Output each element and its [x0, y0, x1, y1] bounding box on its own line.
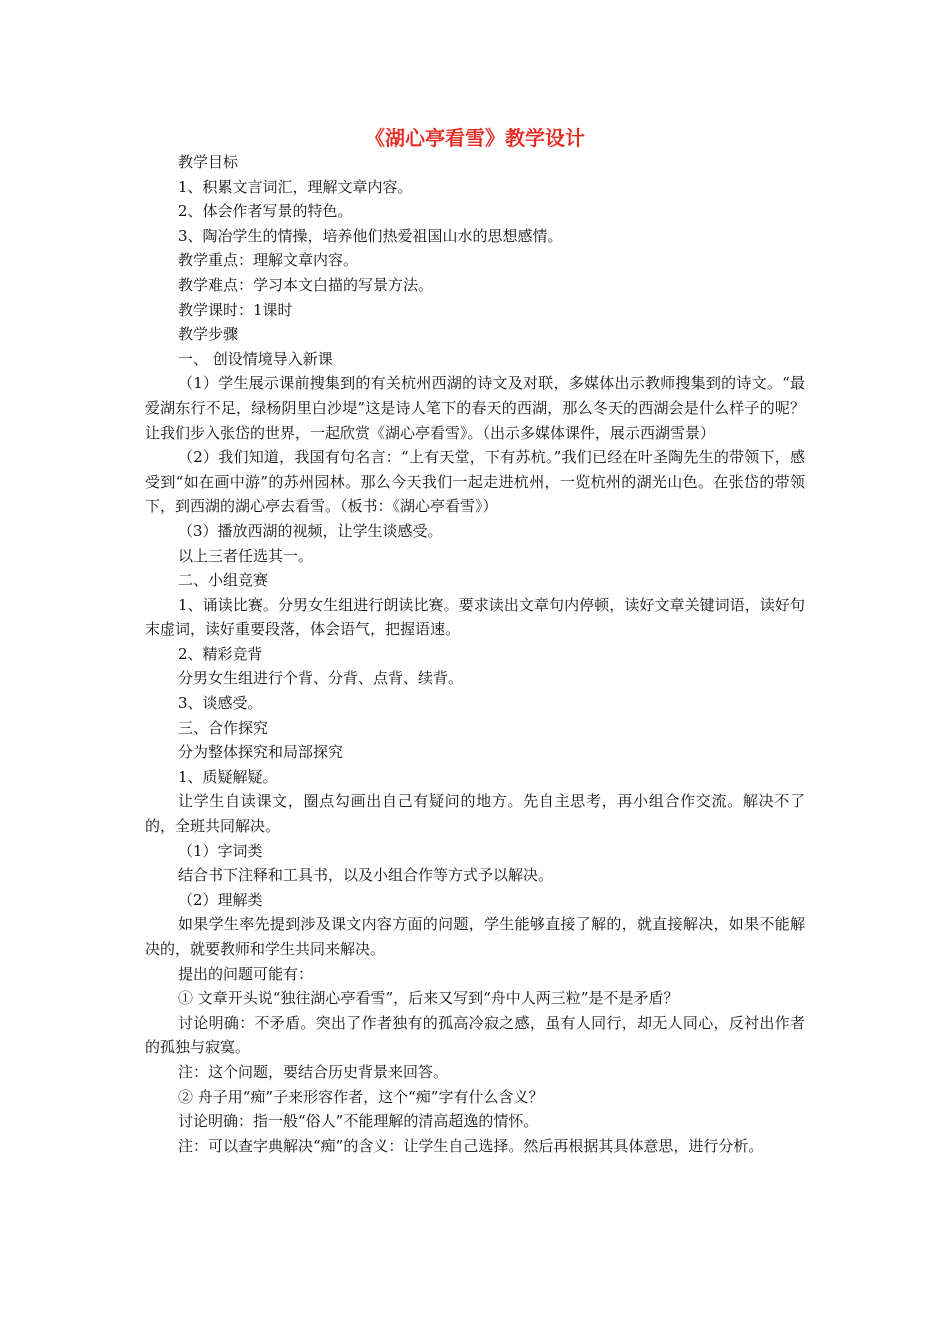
paragraph: 一、 创设情境导入新课: [178, 349, 333, 368]
paragraph: （1）学生展示课前搜集到的有关杭州西湖的诗文及对联，多媒体出示教师搜集到的诗文。“最爱湖东行不足，绿杨阴里白沙堤”这是诗人笔下的春天的西湖，那么冬天的西湖会是什么样子的呢？让我们步入张岱的世界，一起欣赏《湖心亭看雪》。（出示多媒体课件，展示西湖雪景）: [145, 374, 805, 442]
paragraph: 教学难点：学习本文白描的写景方法。: [178, 275, 434, 294]
paragraph: 1、质疑解疑。: [178, 767, 278, 786]
paragraph: 教学重点：理解文章内容。: [178, 251, 359, 270]
paragraph: 2、精彩竞背: [178, 644, 263, 663]
paragraph: （1）字词类: [178, 841, 263, 860]
paragraph: 教学目标: [178, 153, 239, 171]
document-title: 《湖心亭看雪》教学设计: [365, 126, 585, 150]
paragraph: 3、谈感受。: [178, 694, 263, 713]
paragraph: 1、积累文言词汇，理解文章内容。: [178, 177, 413, 196]
paragraph: （2）我们知道，我国有句名言：“上有天堂，下有苏杭。”我们已经在叶圣陶先生的带领下，感受到“如在画中游”的苏州园林。那么今天我们一起走进杭州，一览杭州的湖光山色。在张岱的带领下，到西湖的湖心亭去看雪。（板书：《湖心亭看雪》）: [145, 448, 805, 516]
paragraph: 分男女生组进行个背、分背、点背、续背。: [178, 669, 464, 688]
paragraph: ① 文章开头说“独往湖心亭看雪”，后来又写到“舟中人两三粒”是不是矛盾？: [178, 989, 679, 1008]
paragraph: 结合书下注释和工具书，以及小组合作等方式予以解决。: [178, 866, 554, 885]
paragraph: 讨论明确：不矛盾。突出了作者独有的孤高冷寂之感，虽有人同行，却无人同心，反衬出作者的孤独与寂寞。: [145, 1013, 805, 1057]
paragraph: 教学步骤: [178, 325, 239, 344]
paragraph: （3）播放西湖的视频，让学生谈感受。: [178, 521, 443, 540]
paragraph: 三、合作探究: [178, 718, 269, 737]
paragraph: 讨论明确：指一般“俗人”不能理解的清高超逸的情怀。: [178, 1112, 539, 1131]
paragraph: 提出的问题可能有：: [178, 964, 314, 983]
paragraph: 二、小组竞赛: [178, 571, 269, 590]
paragraph: 1、诵读比赛。分男女生组进行朗读比赛。要求读出文章句内停顿，读好文章关键词语，读好句末虚词，读好重要段落，体会语气，把握语速。: [145, 595, 805, 639]
document-body: [145, 150, 805, 1158]
paragraph: 3、陶冶学生的情操，培养他们热爱祖国山水的思想感情。: [178, 226, 563, 245]
paragraph: ② 舟子用“痴”子来形容作者，这个“痴”字有什么含义？: [178, 1087, 544, 1106]
paragraph: （2）理解类: [178, 890, 263, 909]
paragraph: 以上三者任选其一。: [178, 546, 314, 565]
paragraph: 让学生自读课文，圈点勾画出自己有疑问的地方。先自主思考，再小组合作交流。解决不了的，全班共同解决。: [145, 792, 805, 836]
paragraph: 如果学生率先提到涉及课文内容方面的问题，学生能够直接了解的，就直接解决，如果不能解决的，就要教师和学生共同来解决。: [145, 915, 805, 958]
paragraph: 分为整体探究和局部探究: [178, 743, 344, 762]
paragraph: 2、体会作者写景的特色。: [178, 202, 353, 221]
paragraph: 教学课时：1课时: [178, 300, 293, 319]
paragraph: 注：这个问题，要结合历史背景来回答。: [178, 1062, 449, 1081]
paragraph: 注：可以查字典解决“痴”的含义：让学生自己选择。然后再根据其具体意思，进行分析。: [178, 1136, 764, 1155]
